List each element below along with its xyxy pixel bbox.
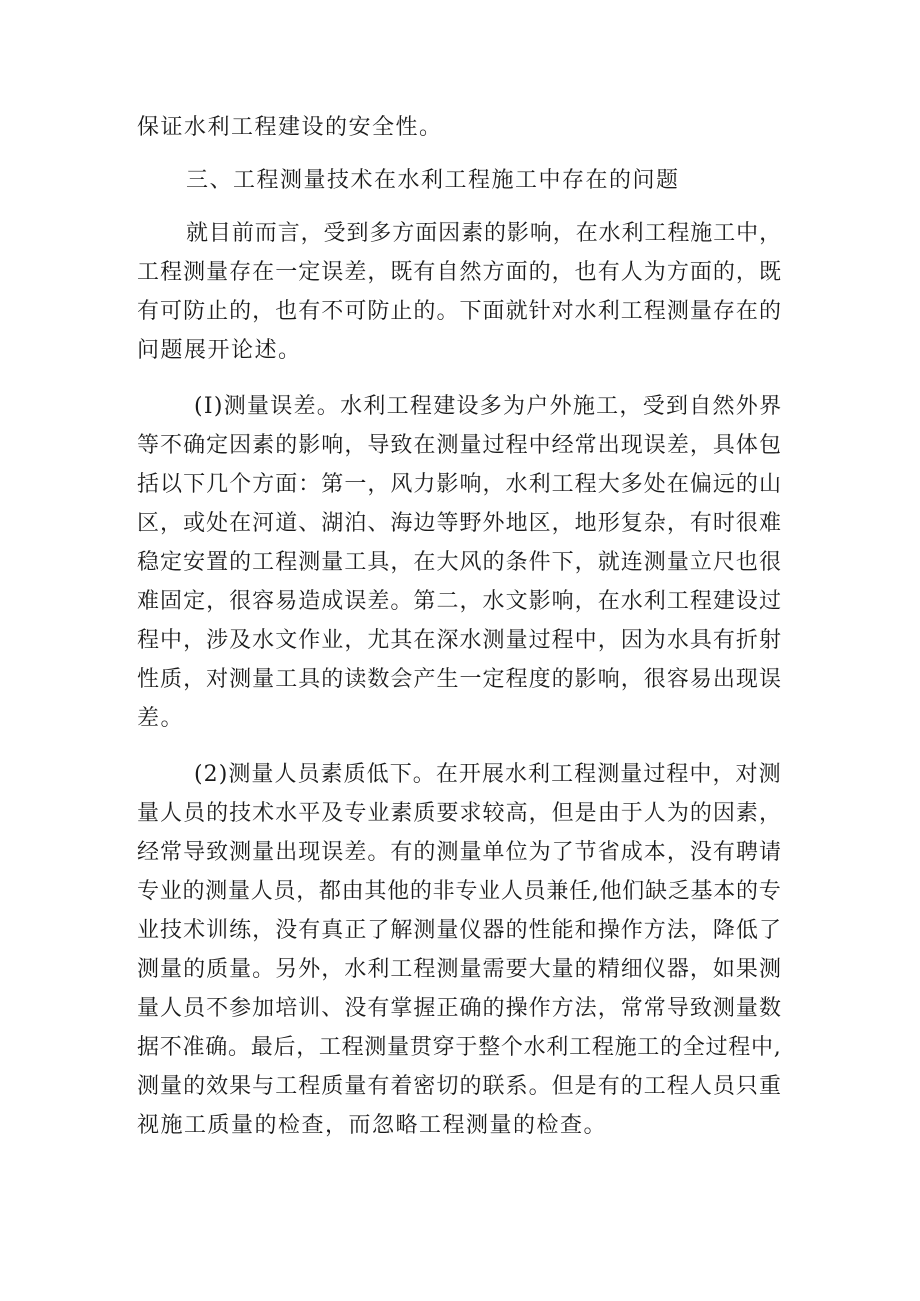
- paragraph-line: 保证水利工程建设的安全性。: [137, 115, 443, 140]
- paragraph-line: 区，或处在河道、湖泊、海边等野外地区，地形复杂，有时很难: [137, 511, 783, 536]
- paragraph-line: 量人员的技术水平及专业素质要求较高，但是由于人为的因素，: [137, 801, 783, 826]
- paragraph-line: 问题展开论述。: [137, 338, 302, 363]
- paragraph-line: 经常导致测量出现误差。有的测量单位为了节省成本，没有聘请: [137, 840, 783, 865]
- paragraph-line: 业技术训练，没有真正了解测量仪器的性能和操作方法，降低了: [137, 918, 783, 943]
- paragraph-line: 稳定安置的工程测量工具，在大风的条件下，就连测量立尺也很: [137, 550, 783, 575]
- paragraph-line: 就目前而言，受到多方面因素的影响，在水利工程施工中，: [186, 221, 783, 246]
- section-heading: 三、工程测量技术在水利工程施工中存在的问题: [186, 168, 680, 193]
- paragraph-line: 难固定，很容易造成误差。第二，水文影响，在水利工程建设过: [137, 589, 783, 614]
- paragraph-line: 据不准确。最后，工程测量贯穿于整个水利工程施工的全过程中,: [137, 1035, 782, 1060]
- paragraph-line: 程中，涉及水文作业，尤其在深水测量过程中，因为水具有折射: [137, 628, 783, 653]
- paragraph-line: 专业的测量人员，都由其他的非专业人员兼任,他们缺乏基本的专: [137, 879, 782, 904]
- paragraph-line: 量人员不参加培训、没有掌握正确的操作方法，常常导致测量数: [137, 996, 783, 1021]
- paragraph-line: 视施工质量的检查，而忽略工程测量的检查。: [137, 1113, 608, 1138]
- paragraph-line: 测量的效果与工程质量有着密切的联系。但是有的工程人员只重: [137, 1074, 783, 1099]
- paragraph-line: 有可防止的，也有不可防止的。下面就针对水利工程测量存在的: [137, 299, 783, 324]
- paragraph-line: 括以下几个方面：第一，风力影响，水利工程大多处在偏远的山: [137, 472, 783, 497]
- paragraph-line: 等不确定因素的影响，导致在测量过程中经常出现误差，具体包: [137, 433, 783, 458]
- paragraph-line: 工程测量存在一定误差，既有自然方面的，也有人为方面的，既: [137, 260, 783, 285]
- paragraph-line: 测量的质量。另外，水利工程测量需要大量的精细仪器，如果测: [137, 957, 783, 982]
- paragraph-line: 差。: [137, 706, 185, 731]
- paragraph-line: 性质，对测量工具的读数会产生一定程度的影响，很容易出现误: [137, 667, 783, 692]
- paragraph-line: (I)测量误差。水利工程建设多为户外施工，受到自然外界: [194, 394, 783, 419]
- paragraph-line: (2)测量人员素质低下。在开展水利工程测量过程中，对测: [194, 762, 782, 787]
